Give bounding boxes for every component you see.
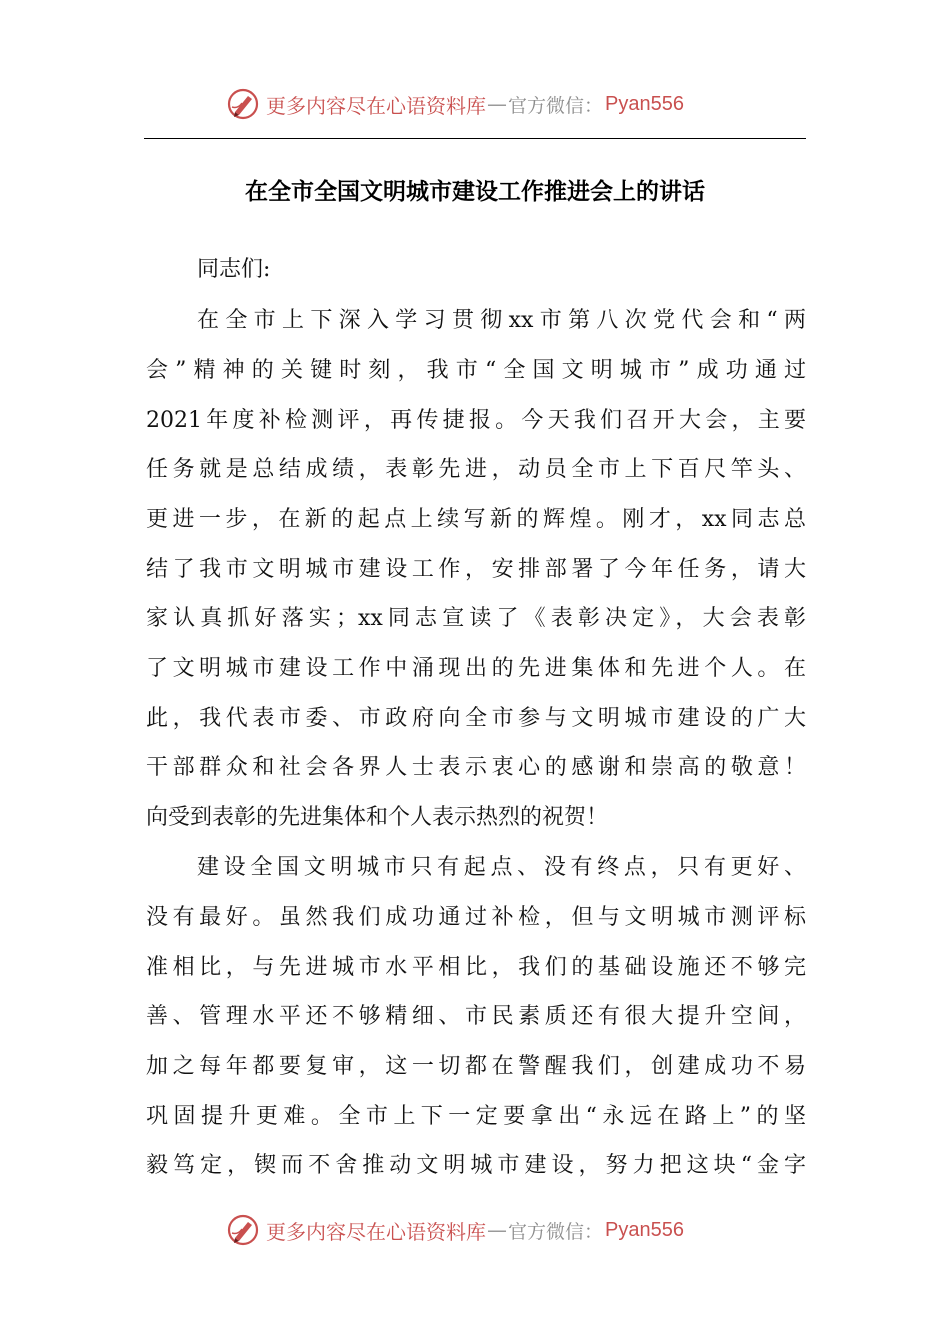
paragraph-line: 建设全国文明城市只有起点、没有终点，只有更好、 <box>197 855 806 880</box>
paragraph-line: 巩固提升更难。全市上下一定要拿出“永远在路上”的坚 <box>146 1104 806 1129</box>
document-title: 在全市全国文明城市建设工作推进会上的讲话 <box>245 179 705 205</box>
watermark-label: 官方微信： <box>508 94 604 117</box>
paragraph-line: 家认真抓好落实；xx同志宣读了《表彰决定》，大会表彰 <box>146 606 806 631</box>
paragraph-line: 此，我代表市委、市政府向全市参与文明城市建设的广大 <box>146 706 806 731</box>
salutation: 同志们: <box>197 257 271 282</box>
paragraph-line: 结了我市文明城市建设工作，安排部署了今年任务，请大 <box>146 557 806 582</box>
watermark-main-text: 更多内容尽在心语资料库 <box>266 1219 486 1244</box>
paragraph-line: 任务就是总结成绩，表彰先进，动员全市上下百尺竿头、 <box>146 457 806 482</box>
paragraph-line: 更进一步，在新的起点上续写新的辉煌。刚才，xx同志总 <box>146 507 806 532</box>
watermark-dash: — <box>487 1218 507 1242</box>
watermark-wechat-id: Pyan556 <box>605 1218 684 1241</box>
pen-logo-icon <box>226 87 260 121</box>
paragraph-line: 准相比，与先进城市水平相比，我们的基础设施还不够完 <box>146 955 806 980</box>
paragraph-line: 善、管理水平还不够精细、市民素质还有很大提升空间， <box>146 1004 806 1029</box>
paragraph-line: 了文明城市建设工作中涌现出的先进集体和先进个人。在 <box>146 656 806 681</box>
watermark-label: 官方微信： <box>508 1220 604 1243</box>
watermark-main-text: 更多内容尽在心语资料库 <box>266 93 486 118</box>
footer-watermark <box>226 1210 684 1250</box>
paragraph-line: 2021年度补检测评，再传捷报。今天我们召开大会，主要 <box>146 408 806 433</box>
paragraph-line: 没有最好。虽然我们成功通过补检，但与文明城市测评标 <box>146 905 806 930</box>
header-watermark <box>226 84 684 124</box>
paragraph-line: 会”精神的关键时刻，我市“全国文明城市”成功通过 <box>146 358 806 383</box>
paragraph-line: 向受到表彰的先进集体和个人表示热烈的祝贺！ <box>146 805 609 830</box>
pen-logo-icon <box>226 1213 260 1247</box>
paragraph-line: 在全市上下深入学习贯彻xx市第八次党代会和“两 <box>197 308 806 333</box>
paragraph-line: 加之每年都要复审，这一切都在警醒我们，创建成功不易 <box>146 1054 806 1079</box>
header-rule <box>144 138 806 139</box>
watermark-wechat-id: Pyan556 <box>605 92 684 115</box>
paragraph-line: 干部群众和社会各界人士表示衷心的感谢和崇高的敬意！ <box>146 755 806 780</box>
paragraph-line: 毅笃定，锲而不舍推动文明城市建设，努力把这块“金字 <box>146 1153 806 1178</box>
watermark-dash: — <box>487 92 507 116</box>
